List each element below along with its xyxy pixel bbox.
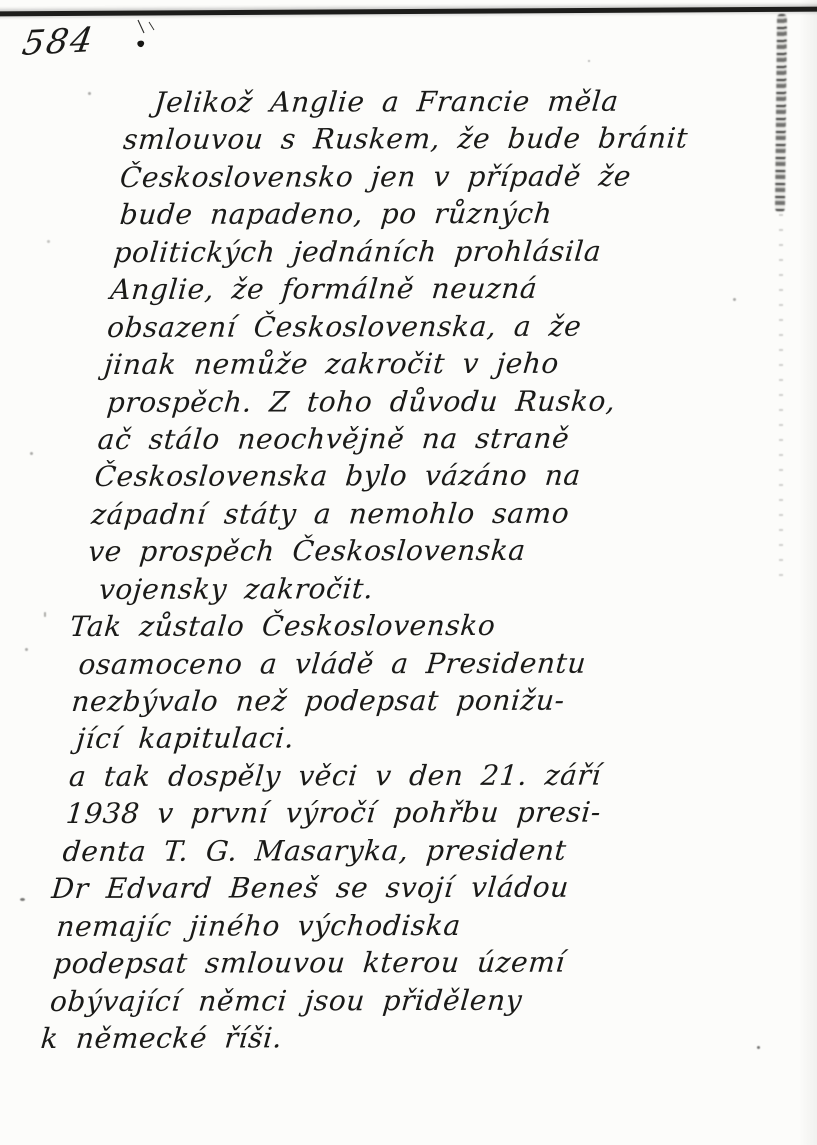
handwritten-line: k německé říši. (39, 1021, 284, 1055)
scan-speck (733, 298, 736, 301)
handwritten-line: jící kapitulaci. (75, 721, 296, 756)
handwritten-line: nemajíc jiného východiska (55, 908, 463, 943)
scan-speck (757, 1046, 760, 1049)
scan-speck (25, 648, 28, 651)
scan-top-edge-line-artifact (0, 7, 817, 16)
handwritten-line: Anglie, že formálně neuzná (109, 272, 539, 307)
handwritten-line: ač stálo neochvějně na straně (96, 421, 571, 456)
handwriting-block (39, 82, 788, 1057)
handwritten-line: osamoceno a vládě a Presidentu (77, 646, 588, 681)
scan-speck (588, 60, 590, 62)
handwritten-line: prospěch. Z toho důvodu Rusko, (105, 384, 618, 419)
scan-speck (88, 92, 91, 95)
scan-speck (47, 240, 50, 243)
handwritten-line: nezbývalo než podepsat ponižu- (70, 683, 567, 719)
handwritten-line: Československa bylo vázáno na (93, 459, 583, 494)
ink-blot-artifact (124, 18, 160, 54)
handwritten-line: Československo jen v případě že (118, 159, 633, 194)
scan-speck (30, 452, 33, 455)
scan-speck-column-artifact (779, 214, 783, 584)
handwritten-line: vojensky zakročit. (97, 571, 375, 606)
handwritten-line: podepsat smlouvou kterou území (51, 945, 567, 981)
scan-speck (44, 612, 46, 617)
handwritten-line: bude napadeno, po různých (118, 197, 554, 232)
handwritten-line: Tak zůstalo Československo (68, 609, 497, 644)
handwritten-line: smlouvou s Ruskem, že bude bránit (121, 121, 690, 157)
handwritten-line: Dr Edvard Beneš se svojí vládou (50, 870, 571, 906)
handwritten-line: jinak nemůže zakročit v jeho (102, 346, 561, 382)
handwritten-line: Jelikož Anglie a Francie měla (153, 84, 621, 119)
handwritten-line: obývající němci jsou přiděleny (48, 983, 524, 1018)
handwritten-line: západní státy a nemohlo samo (90, 496, 571, 531)
handwritten-line: a tak dospěly věci v den 21. září (67, 758, 603, 793)
scan-speck (20, 898, 25, 901)
page-number: 584 (19, 20, 98, 64)
handwritten-line: ve prospěch Československa (86, 534, 528, 569)
handwritten-line: 1938 v první výročí pohřbu presi- (64, 795, 603, 831)
scan-edge-shading (799, 0, 817, 1145)
handwritten-line: politických jednáních prohlásila (112, 234, 603, 269)
handwritten-line: obsazení Československa, a že (105, 309, 583, 344)
handwritten-line: denta T. G. Masaryka, president (61, 833, 568, 868)
